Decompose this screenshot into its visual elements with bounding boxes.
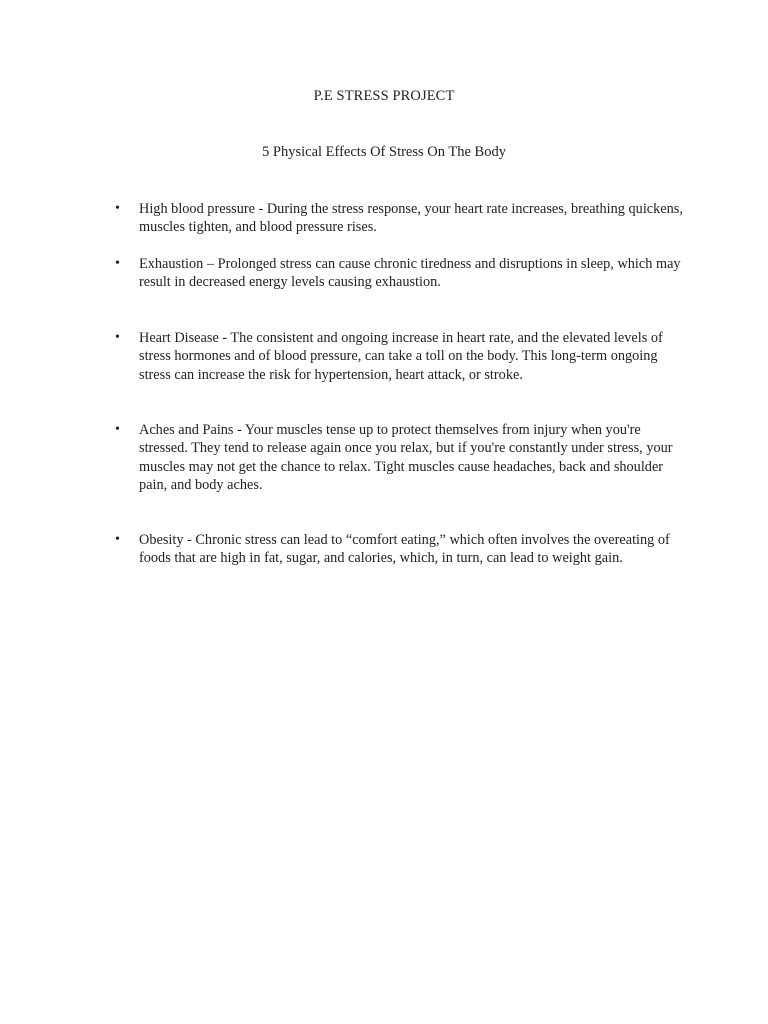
list-item-text: Heart Disease - The consistent and ongoing increase in heart rate, and the elevated levels of stress hormones and of blood pressure, can take a toll on the body. This long-term ongoing stress can increase the risk for hypertension, heart attack, or stroke. [139,330,663,383]
list-item-text: Aches and Pains - Your muscles tense up to protect themselves from injury when you're stressed. They tend to release again once you relax, but if you're constantly under stress, your muscles may not get the chance to relax. Tight muscles cause headaches, back and shoulder pain, and body aches. [139,422,673,493]
page-subtitle: 5 Physical Effects Of Stress On The Body [262,144,506,160]
page-title: P.E STRESS PROJECT [313,88,455,104]
list-item-text: Exhaustion – Prolonged stress can cause chronic tiredness and disruptions in sleep, which may result in decreased energy levels causing exhaustion. [139,256,681,291]
bullet-icon: • [115,256,120,271]
bullet-icon: • [115,532,120,547]
bullet-icon: • [115,201,120,216]
list-item-text: Obesity - Chronic stress can lead to “comfort eating,” which often involves the overeating of foods that are high in fat, sugar, and calories, which, in turn, can lead to weight gain. [139,532,670,567]
bullet-icon: • [115,330,120,345]
list-item-text: High blood pressure - During the stress response, your heart rate increases, breathing quickens, muscles tighten, and blood pressure rises. [139,201,683,236]
bullet-icon: • [115,422,120,437]
